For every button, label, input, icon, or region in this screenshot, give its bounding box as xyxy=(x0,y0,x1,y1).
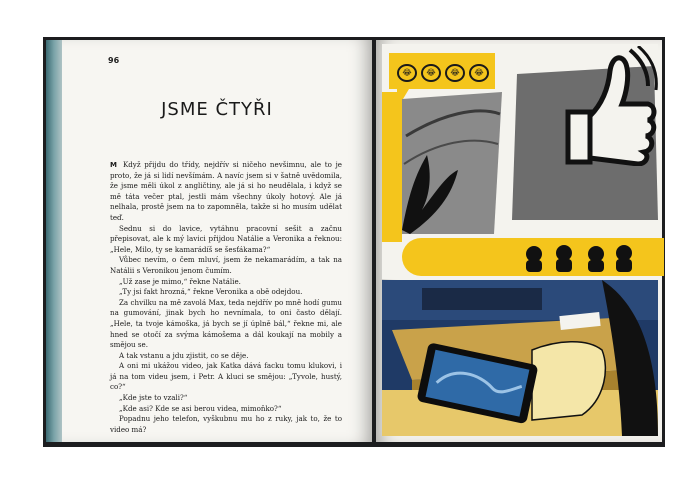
thumbs-up-icon xyxy=(560,46,658,166)
illustration-bottom-panel xyxy=(382,280,658,436)
paragraph-1 xyxy=(110,160,342,224)
paragraph-5: „Ty jsi fakt hrozná,“ řekne Veronika a obě odejdou. xyxy=(119,287,303,297)
black-leaf-shape xyxy=(392,150,462,235)
head-silhouette xyxy=(588,246,604,262)
student-heads-silhouettes xyxy=(520,242,640,274)
drop-letter: M xyxy=(110,161,117,169)
paragraph-text: Když přijdu do třídy, nejdřív si ničeho nevšimnu, ale to je proto, že já si lidí nevšímám. A navíc jsem si v šatně uvědomila, že jsme měli úkol z angličtiny, ale já si ho neudělala, i když se mě táta večer ptal, jestli mám všechny úkoly hotový. Ale já nelhala, prostě jsem na to zapomněla, takže si ho musím udělat teď. xyxy=(110,160,342,222)
chapter-title: JSME ČTYŘI xyxy=(161,99,273,120)
head-silhouette xyxy=(556,245,572,261)
bubble-tail xyxy=(397,89,409,99)
paragraph-7: A tak vstanu a jdu zjistit, co se děje. xyxy=(119,350,249,360)
laughing-emoji-icon: 😂 xyxy=(469,64,489,82)
laughing-emoji-icon: 😂 xyxy=(421,64,441,82)
head-silhouette xyxy=(616,245,632,261)
paragraph-10: „Kde asi? Kde se asi berou videa, mimoňko?“ xyxy=(119,403,282,413)
paragraph-11: Popadnu jeho telefon, vyškubnu mu ho z ruky, jak to, že to video má? xyxy=(110,414,342,434)
classroom-scene xyxy=(382,280,658,436)
leaf-silhouette xyxy=(402,155,458,234)
page-number: 96 xyxy=(108,56,120,65)
paragraph-2: Sednu si do lavice, vytáhnu pracovní sešit a začnu přepisovat, ale k mý lavici přijdou Natálie a Veronika a řeknou: „Hele, Milo, ty se kamarádíš se šesťákama?“ xyxy=(110,223,342,254)
back-desk xyxy=(422,288,542,310)
paragraph-9: „Kde jste to vzali?“ xyxy=(119,393,188,403)
laughing-emoji-icon: 😂 xyxy=(397,64,417,82)
paragraph-3: Vůbec nevím, o čem mluví, jsem že nekamarádím, a tak na Natálii s Veronikou jenom čumím. xyxy=(110,255,342,275)
emoji-row xyxy=(397,64,489,82)
paragraph-8: A oni mi ukážou video, jak Katka dává facku tomu klukovi, i já na tom videu jsem, i Petr. A kluci se smějou: „Tyvole, hustý, co?“ xyxy=(110,361,342,392)
laughing-emoji-icon: 😂 xyxy=(445,64,465,82)
chapter-body-text xyxy=(110,160,342,435)
head-silhouette xyxy=(526,246,542,262)
paragraph-4: „Už zase je mimo,“ řekne Natálie. xyxy=(119,276,241,286)
paragraph-6: Za chvilku na mě zavolá Max, teda nejdřív po mně hodí gumu na gumování, jinak bych ho nevnímala, to oni často dělají. „Hele, ta tvoje kámoška, já bych se jí úplně bál,“ řekne mi, ale hned se otočí za svýma kámošema a dál koukají na mobily a smějou se. xyxy=(110,297,342,350)
thumb-cuff xyxy=(568,112,590,162)
